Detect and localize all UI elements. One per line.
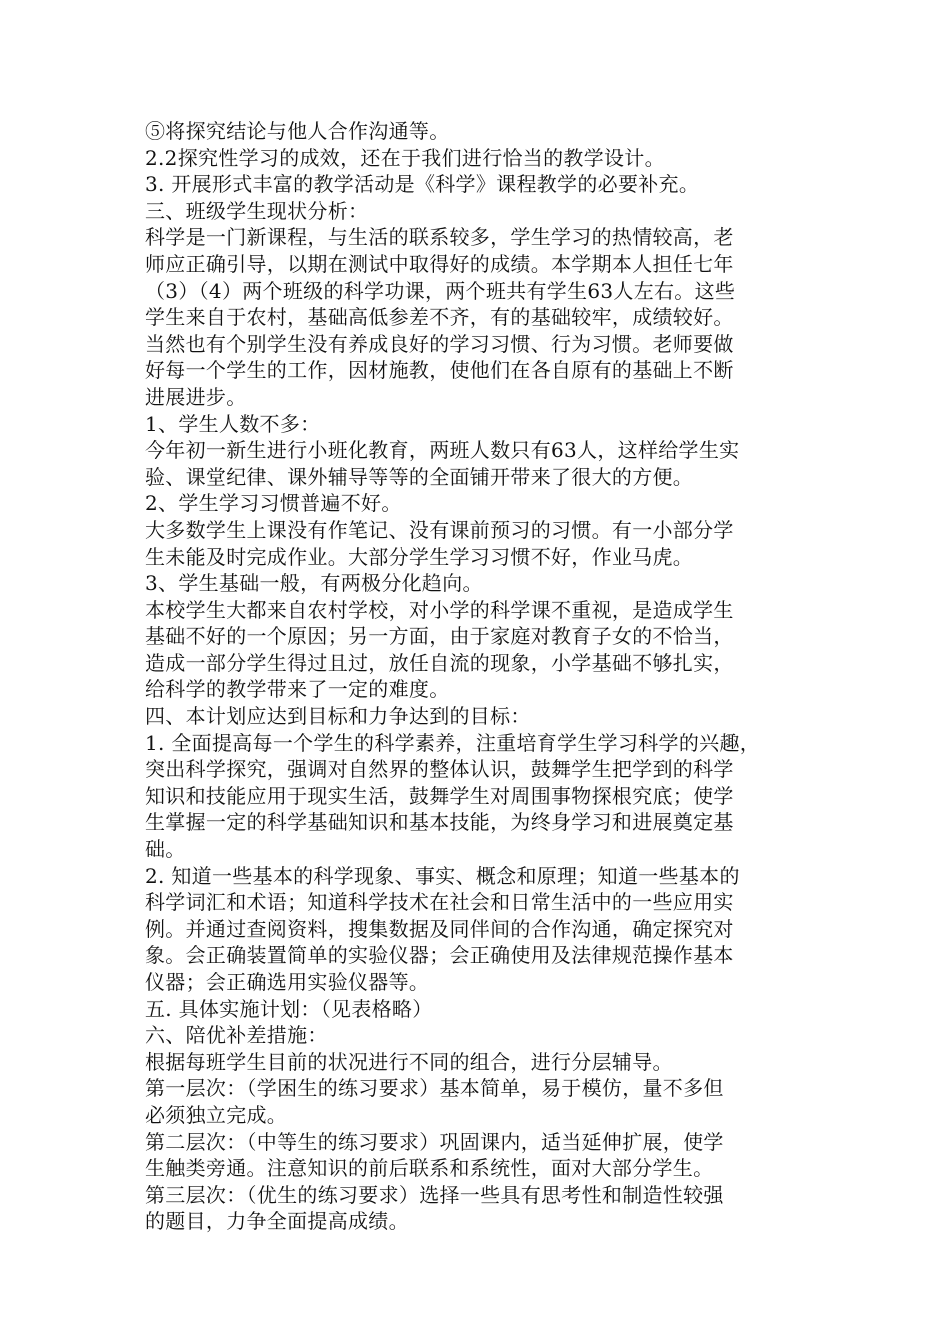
- text-line: 根据每班学生目前的状况进行不同的组合，进行分层辅导。: [145, 1049, 673, 1074]
- text-line: 验、课堂纪律、课外辅导等等的全面铺开带来了很大的方便。: [145, 464, 694, 489]
- text-line: 师应正确引导，以期在测试中取得好的成绩。本学期本人担任七年: [145, 251, 734, 276]
- section-heading: 五. 具体实施计划：（见表格略）: [145, 996, 433, 1021]
- text-line: 生未能及时完成作业。大部分学生学习习惯不好，作业马虎。: [145, 544, 694, 569]
- text-line: 进展进步。: [145, 384, 247, 409]
- text-line: 好每一个学生的工作，因材施教，使他们在各自原有的基础上不断: [145, 358, 734, 383]
- subsection-heading: 1、学生人数不多：: [145, 411, 321, 436]
- subsection-heading: 2、学生学习习惯普遍不好。: [145, 491, 402, 516]
- text-line: 象。会正确装置简单的实验仪器；会正确使用及法律规范操作基本: [145, 943, 734, 968]
- text-line: 今年初一新生进行小班化教育，两班人数只有63人，这样给学生实: [145, 438, 740, 463]
- text-line: 给科学的教学带来了一定的难度。: [145, 677, 450, 702]
- text-line: 仪器；会正确选用实验仪器等。: [145, 970, 430, 994]
- text-line: 第一层次：（学困生的练习要求）基本简单，易于模仿，量不多但: [145, 1076, 724, 1101]
- text-line: 当然也有个别学生没有养成良好的学习习惯、行为习惯。老师要做: [145, 331, 734, 356]
- subsection-heading: 3、学生基础一般，有两极分化趋向。: [145, 571, 483, 596]
- text-line: 础。: [145, 837, 186, 862]
- text-line: 2. 知道一些基本的科学现象、事实、概念和原理；知道一些基本的: [145, 863, 740, 888]
- text-line: 生掌握一定的科学基础知识和基本技能，为终身学习和进展奠定基: [145, 810, 734, 835]
- text-line: 基础不好的一个原因；另一方面，由于家庭对教育子女的不恰当，: [145, 624, 734, 649]
- text-line: 第三层次：（优生的练习要求）选择一些具有思考性和制造性较强: [145, 1182, 724, 1207]
- text-line: 本校学生大都来自农村学校，对小学的科学课不重视，是造成学生: [145, 597, 734, 622]
- text-line: （3）（4）两个班级的科学功课，两个班共有学生63人左右。这些: [145, 278, 736, 303]
- document-body: [145, 118, 825, 1235]
- text-line: 第二层次：（中等生的练习要求）巩固课内，适当延伸扩展，使学: [145, 1129, 724, 1154]
- text-line: ⑤将探究结论与他人合作沟通等。: [145, 119, 450, 143]
- text-line: 大多数学生上课没有作笔记、没有课前预习的习惯。有一小部分学: [145, 517, 734, 542]
- section-heading: 四、本计划应达到目标和力争达到的目标：: [145, 704, 531, 729]
- text-line: 2.2探究性学习的成效，还在于我们进行恰当的教学设计。: [145, 145, 665, 170]
- text-line: 例。并通过查阅资料，搜集数据及同伴间的合作沟通，确定探究对: [145, 916, 734, 941]
- section-heading: 六、陪优补差措施：: [145, 1023, 328, 1048]
- text-line: 的题目，力争全面提高成绩。: [145, 1209, 409, 1234]
- text-line: 1. 全面提高每一个学生的科学素养，注重培育学生学习科学的兴趣，: [145, 730, 761, 755]
- text-line: 科学词汇和术语；知道科学技术在社会和日常生活中的一些应用实: [145, 890, 734, 915]
- text-line: 突出科学探究，强调对自然界的整体认识，鼓舞学生把学到的科学: [145, 757, 734, 782]
- text-line: 造成一部分学生得过且过，放任自流的现象，小学基础不够扎实，: [145, 650, 734, 675]
- text-line: 生触类旁通。注意知识的前后联系和系统性，面对大部分学生。: [145, 1156, 714, 1181]
- text-line: 学生来自于农村，基础高低参差不齐，有的基础较牢，成绩较好。: [145, 305, 734, 330]
- text-line: 科学是一门新课程，与生活的联系较多，学生学习的热情较高，老: [145, 225, 734, 250]
- text-line: 3. 开展形式丰富的教学活动是《科学》课程教学的必要补充。: [145, 172, 700, 197]
- text-line: 知识和技能应用于现实生活，鼓舞学生对周围事物探根究底；使学: [145, 783, 734, 808]
- section-heading: 三、班级学生现状分析：: [145, 198, 369, 223]
- text-line: 必须独立完成。: [145, 1102, 288, 1127]
